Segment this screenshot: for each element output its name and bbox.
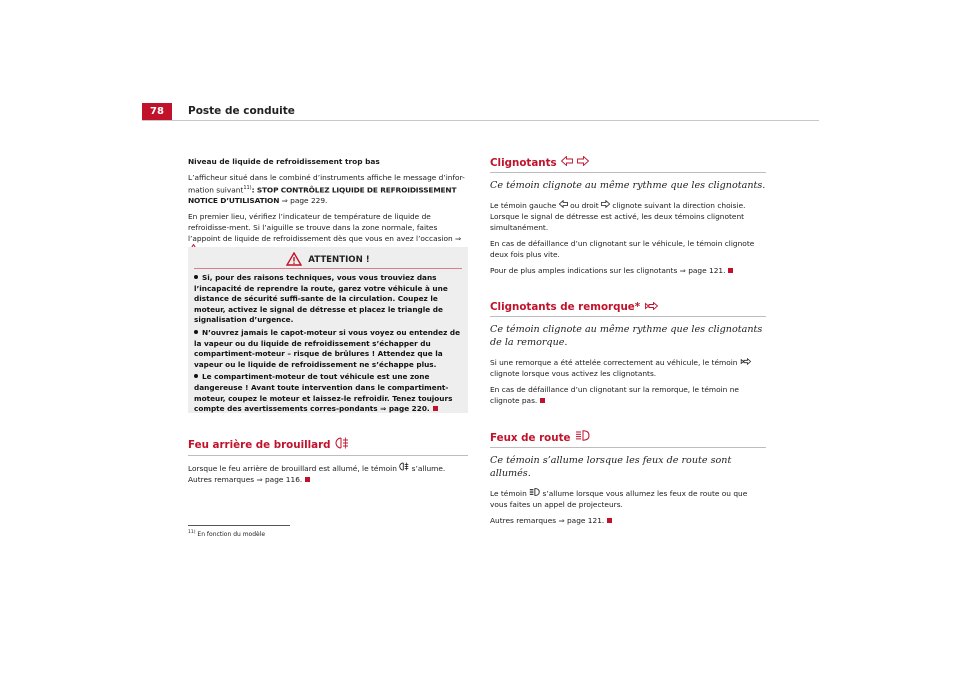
footnote-marker: 11) [188,530,196,535]
coolant-message: : STOP CONTRÔLEZ LIQUIDE DE REFROIDISSEMENT NOTICE D’UTILISATION [188,185,457,206]
turn-right-icon [577,156,589,170]
coolant-heading: Niveau de liquide de refroidissement trop bas [188,157,380,166]
bullet-icon [194,330,198,334]
fog-text [188,462,468,485]
attention-divider [194,268,462,269]
coolant-p2-text: En premier lieu, vérifiez l’indicateur de température de liquide de refroidisse-ment. Si l’aiguille se trouve dans la zone normale, faites l’appoint de liquide de refroidissement dès que vous en avez l’occasion ⇒ [188,212,462,244]
blinkers-paragraph-2: En cas de défaillance d’un clignotant sur le véhicule, le témoin clignote deux fois plus vite. [490,239,755,259]
warning-triangle-icon [286,251,302,270]
attention-item [194,328,462,370]
attention-title: ATTENTION ! [308,255,370,265]
trailer-title [490,300,766,317]
coolant-paragraph-1 [188,172,468,206]
header-divider [142,120,819,121]
fog-section [188,437,468,490]
attention-item-text: Le compartiment-moteur de tout véhicule est une zone dangereuse ! Avant toute intervention dans le compartiment-moteur, coupez le moteur et laissez-le refroidir. Tenez toujours compte des avertissements corres-pondants ⇒ page 220. [194,372,453,414]
blinkers-p1-b: ou droit [570,201,599,210]
footnote-text: En fonction du modèle [197,531,266,538]
fog-title [188,437,468,456]
attention-item-text: N’ouvrez jamais le capot-moteur si vous voyez ou entendez de la vapeur ou du liquide de refroidissement s’échapper du compartiment-moteur – risque de brûlures ! Attendez que la vapeur ou le liquide de refroidissement ne s’échappe plus. [194,327,461,369]
footnote-divider [188,525,290,526]
attention-header [194,252,462,268]
end-mark-icon [540,398,545,403]
trailer-p1-a: Si une remorque a été attelée correctement au véhicule, le témoin [490,358,738,367]
turn-left-icon [559,201,568,210]
coolant-p1-text: L’afficheur situé dans le combiné d’instruments affiche le message d’infor-mation suivant [188,173,465,195]
coolant-page-ref[interactable]: ⇒ page 229. [281,196,328,206]
trailer-p1-b: clignote lorsque vous activez les clignotants. [490,369,657,378]
highbeam-title-text: Feux de route [490,431,571,444]
highbeam-p1-b: s’allume lorsque vous allumez les feux de route ou que vous faites un appel de projecteurs. [490,489,748,509]
highbeam-subtitle: Ce témoin s’allume lorsque les feux de route sont allumés. [490,455,732,479]
highbeam-p1-a: Le témoin [490,489,527,498]
fog-lamp-icon [335,437,349,453]
bullet-icon [194,374,198,378]
end-mark-icon [305,477,310,482]
blinkers-p1-c: clignote suivant la direction choisie. Lorsque le signal de détresse est activé, les deux témoins clignotent simultanément. [490,201,746,232]
left-column [188,156,468,261]
attention-item-text: Si, pour des raisons techniques, vous vous trouviez dans l’incapacité de reprendre la route, garez votre véhicule à une distance de sécurité suffi-sante de la circulation. Coupez le moteur, activez le signal de détresse et placez le triangle de signalisation d’urgence. [194,273,448,325]
blinkers-subtitle: Ce témoin clignote au même rythme que les clignotants. [490,180,766,191]
page-header-title: Poste de conduite [188,105,295,117]
blinkers-title [490,156,766,173]
attention-item [194,273,462,326]
right-column [490,156,766,531]
fog-title-text: Feu arrière de brouillard [188,439,331,451]
fog-text-a: Lorsque le feu arrière de brouillard est allumé, le témoin [188,464,397,473]
attention-item [194,372,462,414]
highbeam-p2-text: Autres remarques ⇒ page 121. [490,516,605,525]
turn-right-icon [601,201,610,210]
end-mark-icon [607,518,612,523]
end-mark-icon [728,268,733,273]
trailer-p2-text: En cas de défaillance d’un clignotant sur la remorque, le témoin ne clignote pas. [490,385,739,405]
fog-lamp-icon [399,464,411,473]
blinkers-p3-text: Pour de plus amples indications sur les clignotants ⇒ page 121. [490,266,726,275]
high-beam-icon [529,489,540,498]
high-beam-icon [575,430,590,445]
trailer-signal-icon [644,300,658,314]
end-mark-icon [433,406,438,411]
highbeam-title [490,430,766,448]
trailer-subtitle: Ce témoin clignote au même rythme que les clignotants de la remorque. [490,324,763,348]
trailer-paragraph-2 [490,384,766,406]
attention-box [188,247,468,413]
trailer-signal-icon [740,358,751,367]
footnote [188,530,265,538]
highbeam-paragraph-2 [490,515,766,526]
page-number: 78 [142,103,172,121]
bullet-icon [194,275,198,279]
footnote-ref: 11) [243,185,252,191]
blinkers-p1-a: Le témoin gauche [490,201,557,210]
blinkers-paragraph-3 [490,265,766,276]
trailer-paragraph-1 [490,357,766,379]
trailer-title-text: Clignotants de remorque* [490,301,641,313]
turn-left-icon [561,156,573,170]
blinkers-title-text: Clignotants [490,157,557,169]
fog-text-b: s’allume. Autres remarques ⇒ page 116. [188,464,446,484]
highbeam-paragraph-1 [490,488,766,510]
blinkers-paragraph-1 [490,200,766,233]
